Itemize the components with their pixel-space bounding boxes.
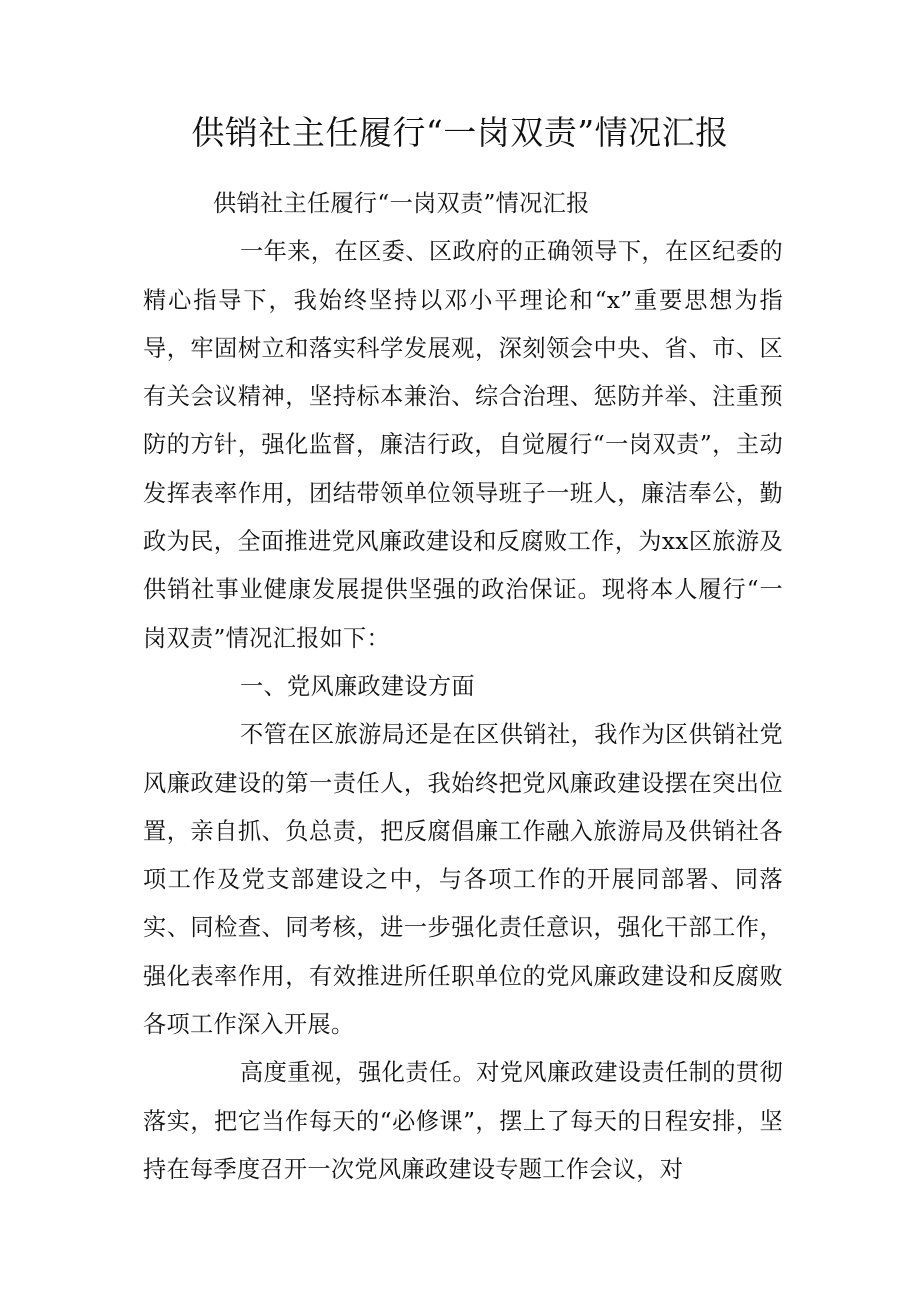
section-heading: 一、党风廉政建设方面	[240, 672, 475, 700]
document-subtitle: 供销社主任履行“一岗双责”情况汇报	[213, 190, 590, 217]
paragraph-party-building: 不管在区旅游局还是在区供销社，我作为区供销社党风廉政建设的第一责任人，我始终把党风廉政建设摆在突出位置，亲自抓、负总责，把反腐倡廉工作融入旅游局及供销社各项工作及党支部建设之中，与各项工作的开展同部署、同落实、同检查、同考核，进一步强化责任意识，强化干部工作，强化表率作用，有效推进所任职单位的党风廉政建设和反腐败各项工作深入开展。	[143, 721, 783, 1039]
paragraph-intro: 一年来，在区委、区政府的正确领导下，在区纪委的精心指导下，我始终坚持以邓小平理论和“x”重要思想为指导，牢固树立和落实科学发展观，深刻领会中央、省、市、区有关会议精神，坚持标本兼治、综合治理、惩防并举、注重预防的方针，强化监督，廉洁行政，自觉履行“一岗双责”，主动发挥表率作用，团结带领单位领导班子一班人，廉洁奉公，勤政为民，全面推进党风廉政建设和反腐败工作，为xx区旅游及供销社事业健康发展提供坚强的政治保证。现将本人履行“一岗双责”情况汇报如下：	[143, 238, 783, 652]
document-title: 供销社主任履行“一岗双责”情况汇报	[191, 113, 729, 152]
document-body	[143, 180, 783, 1194]
paragraph-responsibility: 高度重视，强化责任。对党风廉政建设责任制的贯彻落实，把它当作每天的“必修课”，摆上了每天的日程安排，坚持在每季度召开一次党风廉政建设专题工作会议，对	[143, 1059, 783, 1183]
